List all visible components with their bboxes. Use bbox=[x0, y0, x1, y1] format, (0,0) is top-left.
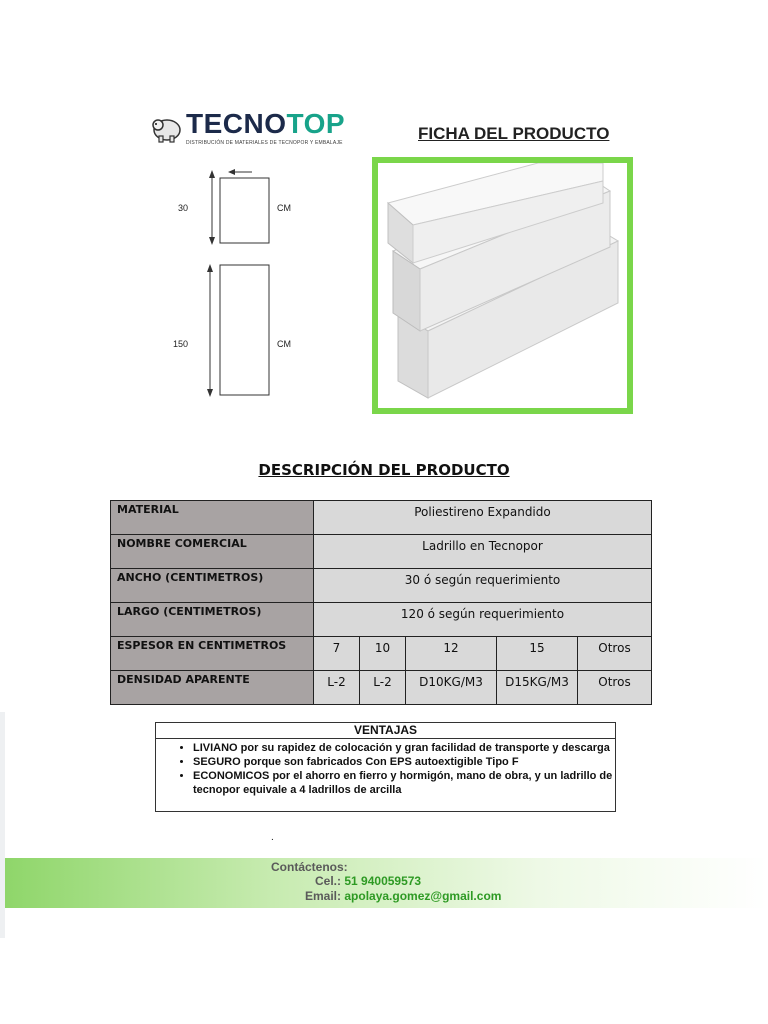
stray-mark: . bbox=[271, 832, 274, 843]
densidad-cell: L-2 bbox=[314, 671, 360, 705]
email-value: apolaya.gomez@gmail.com bbox=[344, 889, 502, 903]
product-photo bbox=[372, 157, 633, 414]
row-value-ancho: 30 ó según requerimiento bbox=[314, 569, 652, 603]
table-row bbox=[111, 603, 652, 637]
espesor-cell: Otros bbox=[578, 637, 652, 671]
row-label-largo: LARGO (CENTIMETROS) bbox=[111, 603, 314, 637]
table-row bbox=[111, 535, 652, 569]
phone-value: 51 940059573 bbox=[344, 874, 422, 888]
description-title: DESCRIPCIÓN DEL PRODUCTO bbox=[258, 461, 510, 479]
polar-bear-icon bbox=[150, 112, 182, 144]
dimension-width-unit: CM bbox=[277, 203, 291, 213]
espesor-cell: 7 bbox=[314, 637, 360, 671]
espesor-cell: 12 bbox=[406, 637, 497, 671]
row-label-ancho: ANCHO (CENTIMETROS) bbox=[111, 569, 314, 603]
row-label-nombre-comercial: NOMBRE COMERCIAL bbox=[111, 535, 314, 569]
ventajas-box bbox=[155, 722, 616, 812]
densidad-cell: D15KG/M3 bbox=[497, 671, 578, 705]
contact-phone bbox=[315, 874, 421, 888]
dimension-length-value: 150 bbox=[173, 339, 189, 349]
densidad-cell: L-2 bbox=[360, 671, 406, 705]
brand-tagline: DISTRIBUCIÓN DE MATERIALES DE TECNOPOR Y EMBALAJE bbox=[186, 140, 343, 146]
ventajas-list bbox=[156, 741, 615, 797]
row-label-densidad: DENSIDAD APARENTE bbox=[111, 671, 314, 705]
brand-name-part2: TOP bbox=[286, 108, 346, 139]
phone-label: Cel.: bbox=[315, 874, 342, 888]
brand-name-part1: TECNO bbox=[186, 108, 287, 139]
contact-heading: Contáctenos: bbox=[271, 860, 348, 874]
table-row bbox=[111, 671, 652, 705]
list-item: • SEGURO porque son fabricados Con EPS autoextigible Tipo F bbox=[193, 755, 615, 769]
company-logo bbox=[150, 108, 360, 148]
styrofoam-blocks-illustration bbox=[378, 163, 627, 408]
row-value-material: Poliestireno Expandido bbox=[314, 501, 652, 535]
ventajas-title: VENTAJAS bbox=[156, 723, 615, 739]
espesor-cell: 10 bbox=[360, 637, 406, 671]
densidad-cell: D10KG/M3 bbox=[406, 671, 497, 705]
contact-email bbox=[305, 889, 501, 903]
row-label-material: MATERIAL bbox=[111, 501, 314, 535]
row-value-largo: 120 ó según requerimiento bbox=[314, 603, 652, 637]
table-row bbox=[111, 637, 652, 671]
table-row bbox=[111, 501, 652, 535]
table-row bbox=[111, 569, 652, 603]
densidad-cell: Otros bbox=[578, 671, 652, 705]
list-item: • ECONOMICOS por el ahorro en fierro y hormigón, mano de obra, y un ladrillo de tecnopor equivale a 4 ladrillos de arcilla bbox=[193, 769, 615, 797]
ficha-title: FICHA DEL PRODUCTO bbox=[418, 124, 610, 143]
row-value-nombre-comercial: Ladrillo en Tecnopor bbox=[314, 535, 652, 569]
dimension-drawing bbox=[200, 165, 310, 400]
brand-name bbox=[186, 108, 345, 140]
spec-table bbox=[110, 500, 652, 705]
list-item: • LIVIANO por su rapidez de colocación y gran facilidad de transporte y descarga bbox=[193, 741, 615, 755]
dimension-width-value: 30 bbox=[178, 203, 189, 213]
email-label: Email: bbox=[305, 889, 342, 903]
row-label-espesor: ESPESOR EN CENTIMETROS bbox=[111, 637, 314, 671]
dimension-length-unit: CM bbox=[277, 339, 291, 349]
espesor-cell: 15 bbox=[497, 637, 578, 671]
